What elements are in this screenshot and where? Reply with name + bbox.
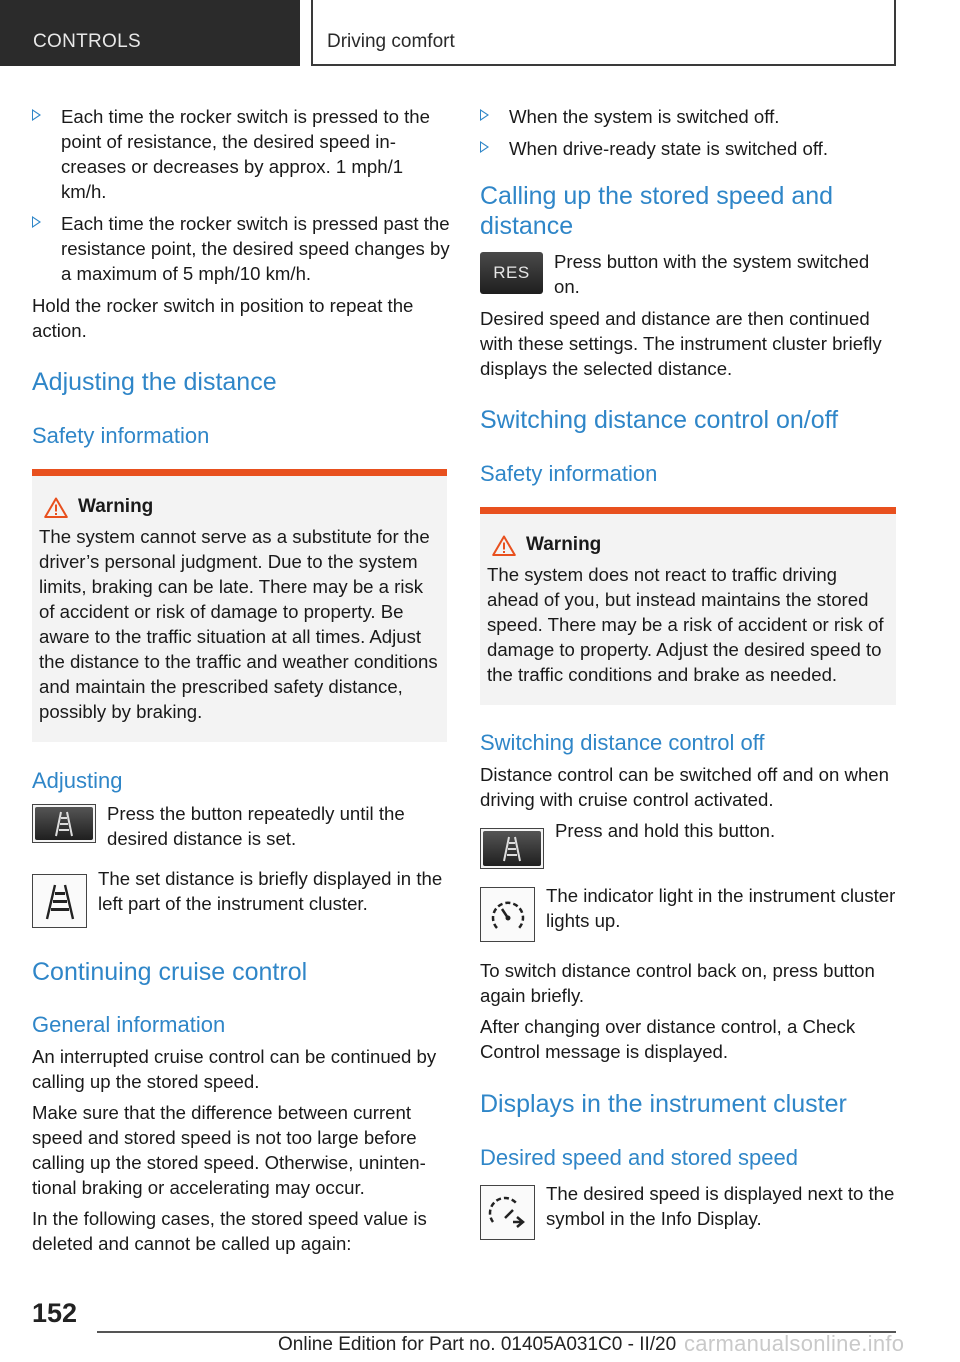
warning-text: The system does not react to traffic driving ahead of you, but instead maintains the stored speed. There may be a risk of accident or risk of damage to property. Adjust the desired speed to the traffic conditions and brake as needed. bbox=[487, 564, 884, 685]
warning-triangle-icon bbox=[492, 535, 516, 556]
warning-box bbox=[32, 469, 447, 742]
bullet-triangle-icon bbox=[480, 109, 489, 121]
adjust-row bbox=[32, 801, 450, 851]
heading-desired-stored-speed: Desired speed and stored speed bbox=[480, 1145, 798, 1170]
bullet-triangle-icon bbox=[480, 141, 489, 153]
indicator-text: The indicator light in the instrument cluster lights up. bbox=[546, 885, 896, 931]
warning-triangle-icon bbox=[44, 497, 68, 518]
distance-bars-display-icon bbox=[32, 874, 87, 928]
left-column bbox=[32, 104, 450, 1262]
heading-adjusting: Adjusting bbox=[32, 768, 123, 793]
heading-switching-off: Switching distance control off bbox=[480, 730, 765, 755]
general-paragraph-2: Make sure that the difference between current speed and stored speed is not too large before calling up the stored speed. Otherwise, unintentional braking or accelerating may occur. bbox=[32, 1102, 426, 1198]
check-control-paragraph: After changing over distance control, a Check Control message is displayed. bbox=[480, 1016, 856, 1062]
distance-display-text: The set distance is briefly displayed in the left part of the instrument cluster. bbox=[98, 868, 443, 914]
press-hold-row bbox=[480, 820, 896, 869]
watermark: carmanualsonline.info bbox=[684, 1331, 905, 1356]
heading-continuing-cruise-control: Continuing cruise control bbox=[32, 958, 308, 986]
adjust-text: Press the button repeatedly until the desired distance is set. bbox=[107, 803, 405, 849]
heading-displays-instrument-cluster: Displays in the instrument cluster bbox=[480, 1090, 847, 1118]
bullet-triangle-icon bbox=[32, 109, 41, 121]
list-item: Each time the rocker switch is pressed past the resistance point, the desired speed changes by a maximum of 5 mph/10 km/h. bbox=[32, 211, 450, 286]
heading-safety-information: Safety information bbox=[480, 461, 658, 486]
warning-title: Warning bbox=[526, 534, 602, 555]
heading-adjusting-distance: Adjusting the distance bbox=[32, 368, 277, 396]
distance-display-row bbox=[32, 868, 450, 928]
list-item: When drive-ready state is switched off. bbox=[480, 136, 896, 161]
res-text: Press button with the system switched on. bbox=[554, 251, 870, 297]
speedometer-indicator-icon bbox=[480, 887, 535, 942]
general-paragraph-1: An interrupted cruise control can be continued by calling up the stored speed. bbox=[32, 1046, 437, 1092]
list-item: When the system is switched off. bbox=[480, 104, 896, 129]
press-hold-text: Press and hold this button. bbox=[555, 820, 776, 841]
warning-box bbox=[480, 507, 896, 705]
heading-general-information: General information bbox=[32, 1012, 226, 1037]
heading-switching-distance-control: Switching distance control on/off bbox=[480, 406, 839, 434]
bullet-triangle-icon bbox=[32, 216, 41, 228]
general-paragraph-3: In the following cases, the stored speed value is deleted and cannot be called up again: bbox=[32, 1208, 427, 1254]
switch-back-paragraph: To switch distance control back on, press button again briefly. bbox=[480, 960, 875, 1006]
distance-control-button-icon bbox=[480, 828, 544, 869]
desired-speed-text: The desired speed is displayed next to the symbol in the Info Display. bbox=[546, 1183, 895, 1229]
res-row bbox=[480, 249, 896, 299]
warning-text: The system cannot serve as a substitute for the driver’s personal judgment. Due to the system limits, braking can be late. There may be a risk of accident or risk of damage to property. Be aware to the traffic situation at all times. Adjust the distance to the traffic and weather conditions and maintain the prescribed safety distance, possibly by braking. bbox=[39, 526, 438, 722]
page-number: 152 bbox=[32, 1298, 78, 1328]
indicator-row bbox=[480, 887, 896, 942]
header-chapter: Driving comfort bbox=[311, 0, 896, 66]
heading-safety-information: Safety information bbox=[32, 423, 210, 448]
warning-title: Warning bbox=[78, 496, 154, 517]
res-button-icon: RES bbox=[480, 252, 543, 294]
hold-paragraph: Hold the rocker switch in position to repeat the action. bbox=[32, 295, 414, 341]
heading-calling-up-stored-speed: Calling up the stored speed and distance bbox=[480, 182, 834, 240]
switch-off-paragraph: Distance control can be switched off and on when driving with cruise control activated. bbox=[480, 764, 889, 810]
cruise-speed-symbol-icon bbox=[480, 1185, 535, 1240]
distance-control-button-icon bbox=[32, 804, 96, 843]
list-item: Each time the rocker switch is pressed to the point of resistance, the desired speed increases or decreases by approx. 1 mph/1 km/h. bbox=[32, 104, 450, 204]
desired-speed-row bbox=[480, 1185, 896, 1240]
right-column bbox=[480, 104, 896, 1240]
header-section: CONTROLS bbox=[0, 0, 300, 66]
footer-edition: Online Edition for Part no. 01405A031C0 - II/20 bbox=[278, 1334, 677, 1355]
calling-paragraph: Desired speed and distance are then continued with these settings. The instrument cluster briefly displays the selected distance. bbox=[480, 308, 882, 379]
